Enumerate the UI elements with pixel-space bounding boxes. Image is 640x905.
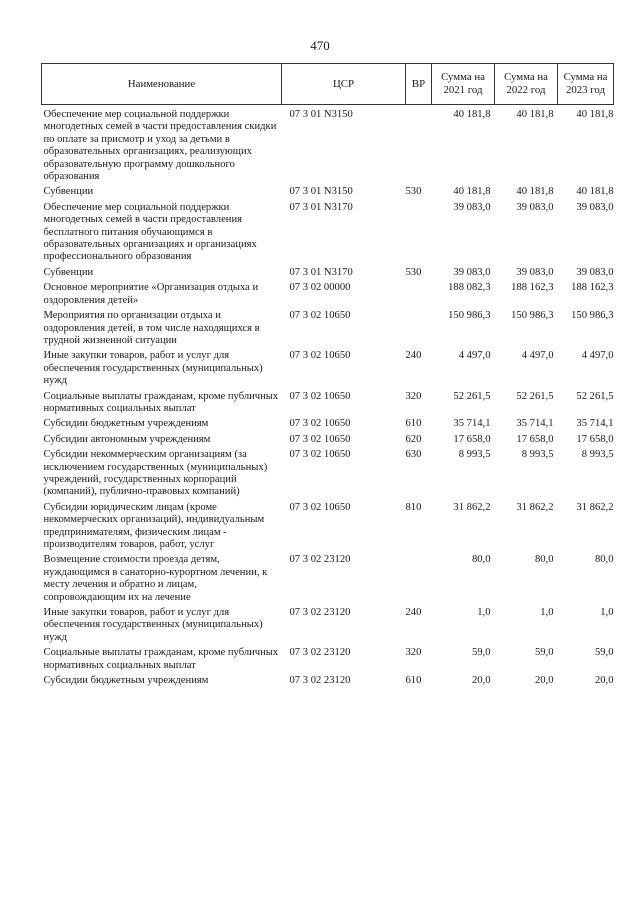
row-sum-2023: 59,0	[594, 647, 614, 659]
table-row	[42, 449, 614, 502]
row-vr: 320	[405, 647, 422, 659]
row-sum-2023: 40 181,8	[576, 109, 614, 120]
table-row	[42, 310, 614, 350]
row-name: Субсидии бюджетным учреждениям	[43, 675, 209, 687]
row-csr: 07 3 02 10650	[289, 350, 351, 362]
row-csr: 07 3 02 10650	[289, 501, 351, 513]
table-row	[42, 267, 614, 282]
row-csr: 07 3 02 10650	[289, 390, 351, 402]
row-sum-2021: 80,0	[471, 554, 491, 566]
row-sum-2023: 20,0	[594, 675, 614, 687]
row-sum-2021: 40 181,8	[453, 109, 491, 120]
row-csr: 07 3 02 23120	[289, 647, 351, 659]
table-header	[42, 64, 614, 105]
row-name: Социальные выплаты гражданам, кроме публичных нормативных социальных выплат	[43, 647, 279, 671]
row-vr	[406, 202, 432, 267]
row-sum-2022: 8 993,5	[521, 449, 554, 461]
row-sum-2023: 17 658,0	[576, 433, 614, 445]
row-sum-2022: 188 162,3	[511, 282, 554, 294]
row-sum-2022: 40 181,8	[516, 186, 554, 198]
row-vr	[406, 310, 432, 350]
row-sum-2021: 150 986,3	[448, 310, 491, 322]
row-name: Иные закупки товаров, работ и услуг для обеспечения государственных (муниципальных) нужд	[43, 607, 263, 643]
row-sum-2023: 31 862,2	[576, 501, 614, 513]
row-csr: 07 3 02 10650	[289, 449, 351, 461]
row-csr: 07 3 02 23120	[289, 607, 351, 619]
table-row	[42, 350, 614, 390]
row-vr: 630	[405, 449, 422, 461]
table-row	[42, 647, 614, 675]
row-sum-2021: 20,0	[471, 675, 491, 687]
row-csr: 07 3 02 10650	[289, 433, 351, 445]
budget-table	[41, 63, 614, 690]
row-name: Обеспечение мер социальной поддержки многодетных семей в части предоставления бесплатного питания обучающимся в образовательных организациях и организациях профессионального образования	[43, 201, 257, 263]
table-row	[42, 418, 614, 433]
row-csr: 07 3 02 10650	[289, 418, 351, 430]
row-name: Субвенции	[43, 266, 94, 278]
row-csr: 07 3 01 N3170	[289, 266, 353, 278]
row-name: Обеспечение мер социальной поддержки многодетных семей в части предоставления скидки по оплате за присмотр и уход за детьми в образовательных организациях, реализующих образовательную программу дошкольного образования	[43, 109, 277, 183]
row-sum-2021: 17 658,0	[453, 433, 491, 445]
row-csr: 07 3 02 10650	[289, 310, 351, 322]
table-row	[42, 186, 614, 201]
row-name: Мероприятия по организации отдыха и оздоровления детей, в том числе находящихся в трудной жизненной ситуации	[43, 310, 260, 346]
row-sum-2023: 188 162,3	[571, 282, 614, 294]
row-sum-2022: 150 986,3	[511, 310, 554, 322]
row-vr: 610	[405, 418, 422, 430]
row-sum-2021: 31 862,2	[453, 501, 491, 513]
row-sum-2022: 1,0	[540, 607, 554, 619]
row-vr: 320	[405, 390, 422, 402]
row-sum-2021: 188 082,3	[448, 282, 491, 294]
header-csr: ЦСР	[282, 64, 406, 105]
row-sum-2022: 39 083,0	[516, 201, 554, 213]
row-sum-2021: 8 993,5	[458, 449, 491, 461]
row-vr	[406, 282, 432, 310]
row-sum-2022: 40 181,8	[516, 109, 554, 120]
row-vr: 810	[405, 501, 422, 513]
row-csr: 07 3 01 N3150	[289, 109, 353, 120]
row-sum-2022: 80,0	[534, 554, 554, 566]
row-csr: 07 3 02 23120	[289, 675, 351, 687]
row-vr	[406, 105, 432, 187]
table-row	[42, 502, 614, 555]
table-body	[42, 105, 614, 691]
row-csr: 07 3 01 N3170	[289, 201, 353, 213]
row-csr: 07 3 02 00000	[289, 282, 351, 294]
row-sum-2021: 39 083,0	[453, 266, 491, 278]
page-number: 470	[310, 38, 330, 53]
row-sum-2021: 39 083,0	[453, 201, 491, 213]
row-sum-2022: 4 497,0	[521, 350, 554, 362]
row-sum-2022: 59,0	[534, 647, 554, 659]
row-sum-2023: 40 181,8	[576, 186, 614, 198]
header-2021: Сумма на 2021 год	[432, 64, 495, 105]
row-sum-2022: 20,0	[534, 675, 554, 687]
row-name: Возмещение стоимости проезда детям, нуждающимся в санаторно-курортном лечении, к месту лечения и обратно и лицам, сопровождающим их на лечение	[43, 554, 268, 603]
row-sum-2021: 52 261,5	[453, 390, 491, 402]
header-2023: Сумма на 2023 год	[558, 64, 614, 105]
table-row	[42, 434, 614, 449]
row-vr: 240	[405, 607, 422, 619]
table-row	[42, 202, 614, 267]
row-name: Социальные выплаты гражданам, кроме публичных нормативных социальных выплат	[43, 390, 279, 414]
row-vr: 240	[405, 350, 422, 362]
row-name: Иные закупки товаров, работ и услуг для обеспечения государственных (муниципальных) нужд	[43, 350, 263, 387]
header-vr: ВР	[406, 64, 432, 105]
row-vr: 530	[405, 186, 422, 198]
row-sum-2023: 52 261,5	[576, 390, 614, 402]
row-sum-2021: 40 181,8	[453, 186, 491, 198]
row-sum-2023: 4 497,0	[581, 350, 614, 362]
row-sum-2022: 52 261,5	[516, 390, 554, 402]
row-sum-2023: 35 714,1	[576, 418, 614, 430]
row-sum-2023: 8 993,5	[581, 449, 614, 461]
row-sum-2023: 39 083,0	[576, 266, 614, 278]
row-vr: 610	[405, 675, 422, 687]
row-sum-2023: 150 986,3	[571, 310, 614, 322]
row-sum-2022: 31 862,2	[516, 501, 554, 513]
table-row	[42, 105, 614, 187]
row-vr: 620	[405, 433, 422, 445]
row-sum-2021: 4 497,0	[458, 350, 491, 362]
row-vr: 530	[405, 266, 422, 278]
row-sum-2023: 39 083,0	[576, 201, 614, 213]
row-name: Субсидии бюджетным учреждениям	[43, 418, 209, 430]
row-sum-2022: 35 714,1	[516, 418, 554, 430]
header-name: Наименование	[42, 64, 282, 105]
row-csr: 07 3 01 N3150	[289, 186, 353, 198]
table-row	[42, 607, 614, 647]
row-csr: 07 3 02 23120	[289, 554, 351, 566]
row-sum-2022: 39 083,0	[516, 266, 554, 278]
row-sum-2021: 1,0	[477, 607, 491, 619]
row-sum-2021: 59,0	[471, 647, 491, 659]
row-name: Субсидии некоммерческим организациям (за исключением государственных (муниципальных) учреждений, государственных корпораций (компаний), публично-правовых компаний)	[43, 449, 268, 498]
table-row	[42, 282, 614, 310]
table-row	[42, 554, 614, 607]
row-sum-2022: 17 658,0	[516, 433, 554, 445]
row-name: Субвенции	[43, 186, 94, 198]
row-vr	[406, 554, 432, 607]
row-name: Субсидии юридическим лицам (кроме некоммерческих организаций), индивидуальным предпринимателям, физическим лицам - производителям товаров, работ, услуг	[43, 501, 265, 550]
row-sum-2023: 80,0	[594, 554, 614, 566]
row-sum-2021: 35 714,1	[453, 418, 491, 430]
row-sum-2023: 1,0	[600, 607, 614, 619]
header-2022: Сумма на 2022 год	[495, 64, 558, 105]
row-name: Основное мероприятие «Организация отдыха и оздоровления детей»	[43, 282, 259, 306]
table-row	[42, 391, 614, 419]
table-row	[42, 675, 614, 690]
row-name: Субсидии автономным учреждениям	[43, 433, 211, 445]
